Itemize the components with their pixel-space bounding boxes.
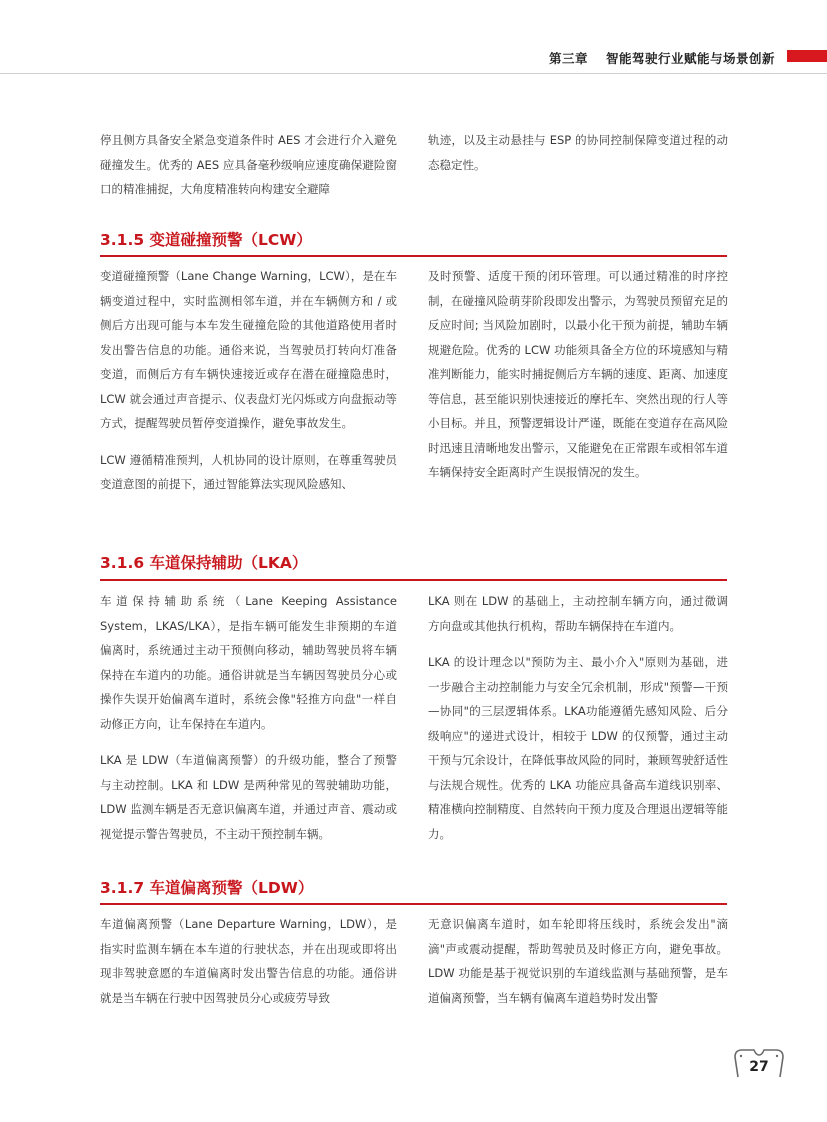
paragraph: 车道保持辅助系统（Lane Keeping Assistance System，LKAS/LKA），是指车辆可能发生非预期的车道偏离时，系统通过主动干预侧向移动，辅助驾驶员将车辆保持在车道内的功能。通俗讲就是当车辆因驾驶员分心或操作失误开始偏离车道时，系统会像"轻推方向盘"一样自动修正方向，让车保持在车道内。 — [100, 594, 397, 731]
paragraph: LKA 的设计理念以"预防为主、最小介入"原则为基础，进一步融合主动控制能力与安全冗余机制，形成"预警—干预—协同"的三层逻辑体系。LKA功能遵循先感知风险、后分级响应"的递进式设计，相较于 LDW 的仅预警，通过主动干预与冗余设计，在降低事故风险的同时，兼顾驾驶舒适性与法规合规性。优秀的 LKA 功能应具备高车道线识别率、精准横向控制精度、自然转向干预力度及合理退出逻辑等能力。 — [428, 655, 728, 841]
running-header — [549, 49, 775, 67]
section-heading-lka: 3.1.6 车道保持辅助（LKA） — [100, 554, 308, 572]
page-number: 27 — [749, 1059, 769, 1075]
lka-left-column — [100, 589, 397, 858]
paragraph: 变道碰撞预警（Lane Change Warning，LCW），是在车辆变道过程中，实时监测相邻车道，并在车辆侧方和 / 或侧后方出现可能与本车发生碰撞危险的其他道路使用者时发出警告信息的功能。通俗来说，当驾驶员打转向灯准备变道，而侧后方有车辆快速接近或存在潜在碰撞隐患时，LCW 就会通过声音提示、仪表盘灯光闪烁或方向盘振动等方式，提醒驾驶员暂停变道操作，避免事故发生。 — [100, 269, 397, 430]
section-rule — [100, 903, 727, 905]
chapter-title: 智能驾驶行业赋能与场景创新 — [605, 51, 775, 66]
intro-left-column — [100, 128, 397, 214]
paragraph: 轨迹，以及主动悬挂与 ESP 的协同控制保障变道过程的动态稳定性。 — [428, 133, 728, 172]
paragraph: LCW 遵循精准预判，人机协同的设计原则，在尊重驾驶员变道意图的前提下，通过智能算法实现风险感知、 — [100, 452, 397, 491]
section-rule — [100, 579, 727, 581]
lcw-left-column — [100, 264, 397, 509]
lcw-right-column — [428, 264, 728, 497]
paragraph: 车道偏离预警（Lane Departure Warning，LDW），是指实时监测车辆在本车道的行驶状态，并在出现或即将出现非驾驶意愿的车道偏离时发出警告信息的功能。通俗讲就是当车辆在行驶中因驾驶员分心或疲劳导致 — [100, 917, 397, 1005]
intro-right-column — [428, 128, 728, 189]
section-rule — [100, 255, 727, 257]
lka-right-column — [428, 589, 728, 858]
paragraph: 及时预警、适度干预的闭环管理。可以通过精准的时序控制，在碰撞风险萌芽阶段即发出警示，为驾驶员预留充足的反应时间; 当风险加剧时，以最小化干预为前提，辅助车辆规避危险。优秀的 LCW 功能须具备全方位的环境感知与精准判断能力，能实时捕捉侧后方车辆的速度、距离、加速度等信息，甚至能识别快速接近的摩托车、突然出现的行人等小目标。并且，预警逻辑设计严谨，既能在变道存在高风险时迅速且清晰地发出警示，又能避免在正常跟车或相邻车道车辆保持安全距离时产生误报情况的发生。 — [428, 269, 728, 479]
paragraph: 无意识偏离车道时，如车轮即将压线时，系统会发出"滴滴"声或震动提醒，帮助驾驶员及时修正方向，避免事故。LDW 功能是基于视觉识别的车道线监测与基础预警，是车道偏离预警，当车辆有偏离车道趋势时发出警 — [428, 917, 728, 1005]
section-heading-ldw: 3.1.7 车道偏离预警（LDW） — [100, 879, 314, 897]
paragraph: LKA 是 LDW（车道偏离预警）的升级功能，整合了预警与主动控制。LKA 和 LDW 是两种常见的驾驶辅助功能，LDW 监测车辆是否无意识偏离车道，并通过声音、震动或视觉提示警告驾驶员，不主动干预控制车辆。 — [100, 753, 397, 841]
section-heading-lcw: 3.1.5 变道碰撞预警（LCW） — [100, 231, 312, 249]
chapter-label: 第三章 — [548, 51, 588, 66]
paragraph: 停且侧方具备安全紧急变道条件时 AES 才会进行介入避免碰撞发生。优秀的 AES 应具备毫秒级响应速度确保避险窗口的精准捕捉，大角度精准转向构建安全避障 — [100, 133, 397, 196]
ldw-left-column — [100, 912, 397, 1022]
header-rule — [0, 73, 827, 74]
header-accent-bar — [787, 50, 827, 62]
ldw-right-column — [428, 912, 728, 1022]
paragraph: LKA 则在 LDW 的基础上，主动控制车辆方向，通过微调方向盘或其他执行机构，帮助车辆保持在车道内。 — [428, 594, 728, 633]
